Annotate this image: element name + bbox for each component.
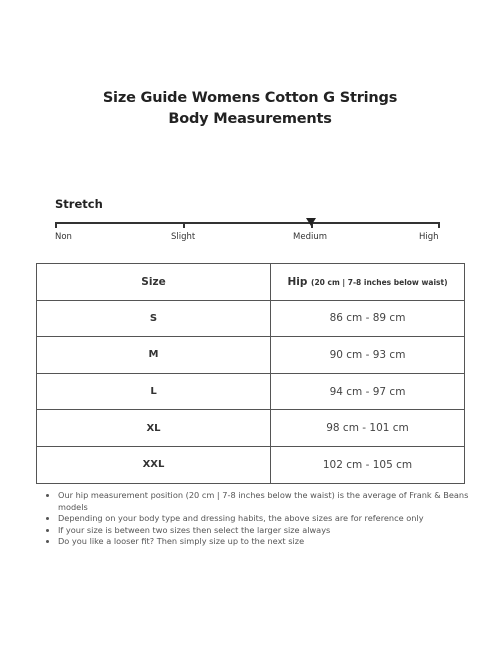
table-row [37,373,465,410]
hip-cell: 98 cm - 101 cm [271,410,465,447]
stretch-tick-slight [183,222,185,228]
hip-cell: 86 cm - 89 cm [271,300,465,337]
notes-list [42,490,478,548]
note-item: • Do you like a looser fit? Then simply size up to the next size [58,536,478,548]
stretch-marker-icon [306,218,316,226]
hip-cell: 94 cm - 97 cm [271,373,465,410]
size-cell: L [37,373,271,410]
note-item: • Our hip measurement position (20 cm | 7-8 inches below the waist) is the average of Frank & Beans models [58,490,478,513]
header-hip-label: Hip [287,275,308,288]
table-row [37,300,465,337]
stretch-scale-line [55,222,439,224]
note-item: • Depending on your body type and dressing habits, the above sizes are for reference only [58,513,478,525]
page-subtitle: Body Measurements [168,111,332,127]
size-table [36,263,465,484]
table-row [37,337,465,374]
size-cell: M [37,337,271,374]
header-hip-note: (20 cm | 7-8 inches below waist) [311,277,448,287]
stretch-level-non: Non [55,232,72,242]
stretch-label: Stretch [55,197,103,211]
stretch-level-slight: Slight [171,232,196,242]
stretch-level-medium: Medium [293,232,327,242]
table-row [37,446,465,483]
table-header-row [37,264,465,301]
page-title: Size Guide Womens Cotton G Strings [102,90,398,106]
stretch-level-high: High [419,232,439,242]
table-row [37,410,465,447]
size-cell: XXL [37,446,271,483]
header-size: Size [37,264,271,301]
hip-cell: 102 cm - 105 cm [271,446,465,483]
stretch-tick-high [438,222,440,228]
hip-cell: 90 cm - 93 cm [271,337,465,374]
stretch-tick-non [55,222,57,228]
size-cell: S [37,300,271,337]
header-hip [271,264,465,301]
note-item: • If your size is between two sizes then select the larger size always [58,525,478,537]
size-cell: XL [37,410,271,447]
